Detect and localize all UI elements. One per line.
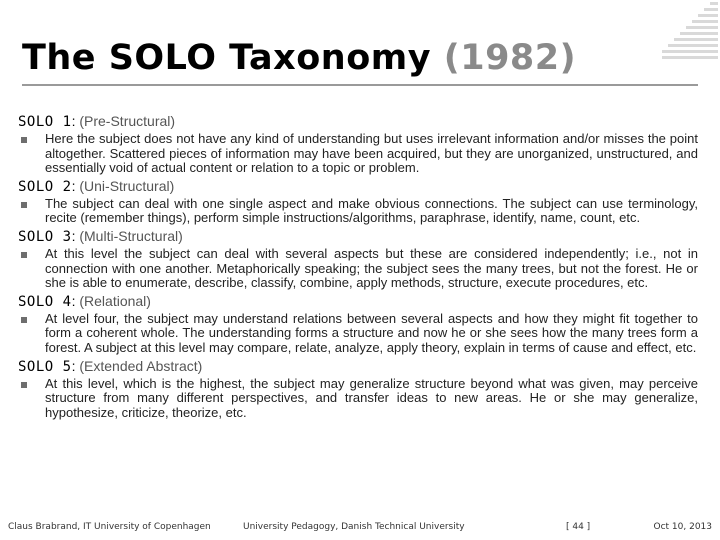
bullet-square-icon <box>21 137 27 143</box>
level-label: (Pre-Structural) <box>79 113 176 129</box>
level-name: SOLO 3 <box>18 228 72 245</box>
level-text: At this level, which is the highest, the subject may generalize structure beyond what was given, may perceive structure from many different perspectives, and transfer ideas to new areas. He or she may generalize, hypothesize, criticize, theorize, etc. <box>45 375 698 420</box>
slide-title <box>22 38 576 78</box>
footer-page-number: [ 44 ] <box>566 522 591 532</box>
bullet-square-icon <box>21 317 27 323</box>
footer-date: Oct 10, 2013 <box>653 522 712 532</box>
title-year: (1982) <box>443 38 577 78</box>
level-label: (Relational) <box>79 292 151 309</box>
level-label: (Extended Abstract) <box>79 357 203 374</box>
level-name: SOLO 5 <box>18 358 72 375</box>
level-text: At this level the subject can deal with several aspects but these are considered independently; i.e., not in connection with one another. Metaphorically speaking; the subject sees the many trees, but not the forest. He or she is able to enumerate, describe, classify, combine, apply methods, structure, execute procedures, etc. <box>45 245 698 291</box>
level-description-3 <box>18 247 698 291</box>
level-text: The subject can deal with one single aspect and make obvious connections. The subject can use terminology, recite (remember things), perform simple instructions/algorithms, paraphrase, identify, name, count, etc. <box>45 195 698 226</box>
level-label: (Multi-Structural) <box>79 227 183 244</box>
bullet-square-icon <box>21 202 27 208</box>
level-name: SOLO 4 <box>18 293 72 310</box>
footer-author: Claus Brabrand, IT University of Copenhagen <box>8 522 211 532</box>
level-description-5 <box>18 377 698 421</box>
level-heading-4: SOLO 4: (Relational) <box>18 292 151 310</box>
level-heading-2: SOLO 2: (Uni-Structural) <box>18 177 175 195</box>
solo-levels-list <box>18 113 698 422</box>
level-heading-5: SOLO 5: (Extended Abstract) <box>18 357 203 375</box>
footer-course: University Pedagogy, Danish Technical University <box>243 522 465 532</box>
level-text: At level four, the subject may understand relations between several aspects and how they might fit together to form a coherent whole. The understanding forms a structure and now he or she sees how the many trees form a forest. A subject at this level may compare, relate, analyze, apply theory, explain in terms of cause and effect, etc. <box>45 310 698 355</box>
level-label: (Uni-Structural) <box>79 177 175 194</box>
bullet-square-icon <box>21 252 27 258</box>
level-name: SOLO 1 <box>18 114 72 130</box>
level-heading-1: SOLO 1: (Pre-Structural) <box>18 113 176 130</box>
level-text: Here the subject does not have any kind of understanding but uses irrelevant information and/or misses the point altogether. Scattered pieces of information may have been acquired, but they are unorganized, unstructured, and essentially void of actual content or relation to a topic or problem. <box>45 131 698 176</box>
level-name: SOLO 2 <box>18 178 72 195</box>
level-description-2 <box>18 197 698 226</box>
level-description-4 <box>18 312 698 356</box>
title-underline <box>22 84 698 86</box>
title-main: The SOLO Taxonomy <box>22 38 432 78</box>
bullet-square-icon <box>21 382 27 388</box>
level-description-1 <box>18 132 698 176</box>
level-heading-3: SOLO 3: (Multi-Structural) <box>18 227 183 245</box>
corner-decoration <box>660 0 720 70</box>
